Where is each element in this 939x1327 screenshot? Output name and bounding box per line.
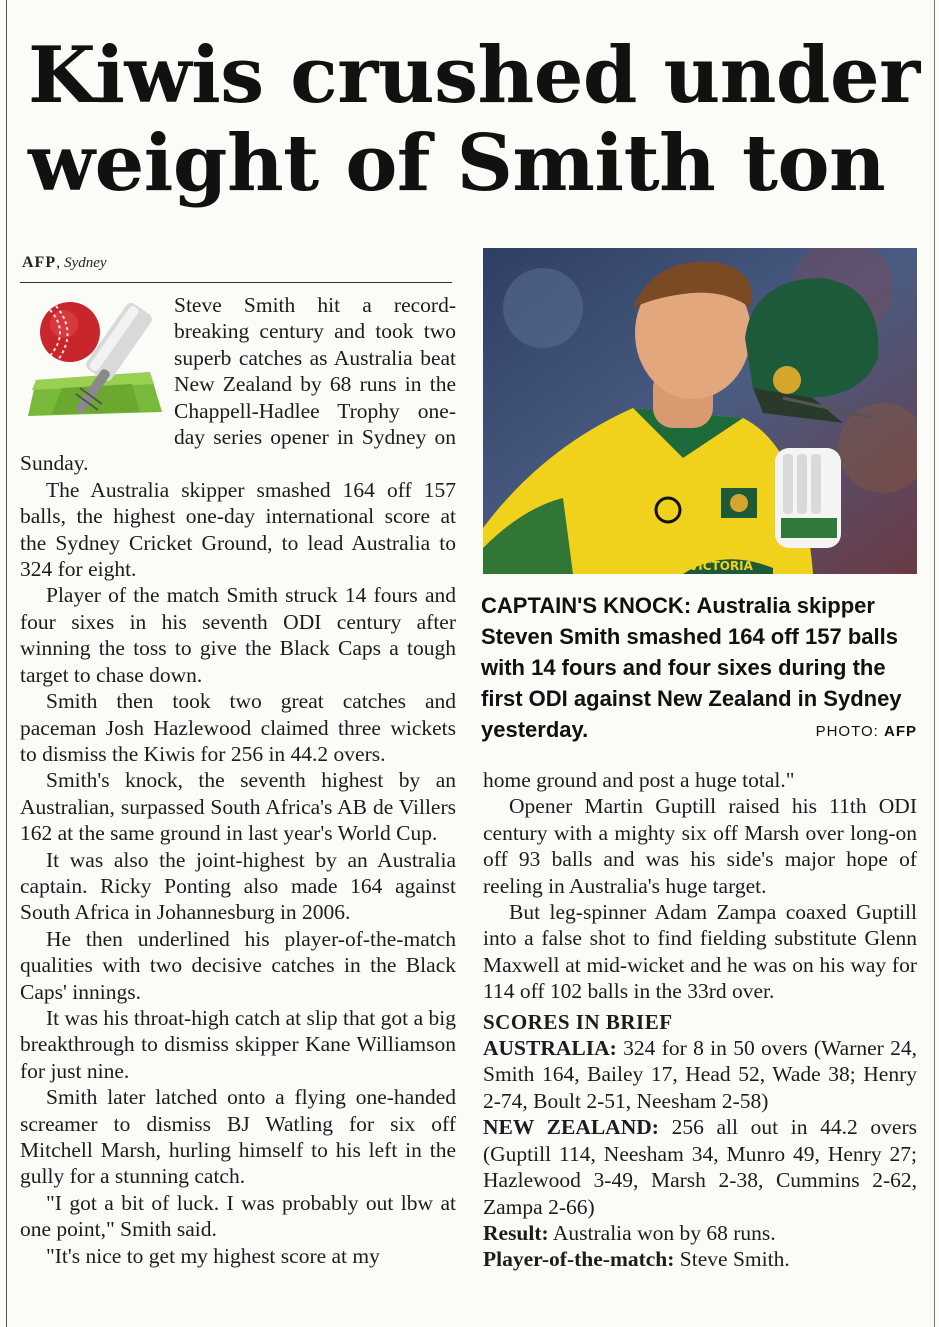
score-australia-label: AUSTRALIA: (483, 1036, 617, 1061)
headline-line-1: Kiwis crushed under (28, 30, 920, 121)
article-paragraph: It was his throat-high catch at slip that got a big breakthrough to dismiss skipper Kane Williamson for just nine. (20, 1005, 456, 1083)
dateline-divider (20, 282, 452, 283)
headline (28, 32, 928, 208)
score-player-of-match (483, 1246, 917, 1272)
article-left-column (20, 292, 456, 1269)
dateline: AFP, Sydney (22, 254, 107, 271)
score-australia (483, 1035, 917, 1114)
score-nz-text: 256 all out in 44.2 overs (Guptill 114, Neesham 34, Munro 49, Henry 27; Hazlewood 3-49, Marsh 2-38, Cummins 2-62, Zampa 2-66) (483, 1115, 917, 1219)
article-right-column (483, 767, 917, 1273)
article-paragraph: Steve Smith hit a record-breaking century and took two superb catches as Australia beat New Zealand by 68 runs in the Chappell-Hadlee Trophy one-day series opener in Sydney on Sunday. (20, 293, 456, 476)
dateline-place: Sydney (64, 255, 107, 271)
dateline-agency: AFP (22, 254, 57, 271)
score-australia-text: 324 for 8 in 50 overs (Warner 24, Smith 164, Bailey 17, Head 52, Wade 38; Henry 2-74, Boult 2-51, Neesham 2-58) (483, 1036, 918, 1113)
potm-text: Steve Smith. (679, 1247, 790, 1272)
credit-source: AFP (884, 723, 917, 740)
result-label: Result: (483, 1220, 549, 1245)
article-paragraph: "I got a bit of luck. I was probably out lbw at one point," Smith said. (20, 1190, 456, 1242)
shirt-sponsor-text: VICTORIA (689, 559, 753, 573)
article-paragraph: Smith then took two great catches and paceman Josh Hazlewood claimed three wickets to dismiss the Kiwis for 256 in 44.2 overs. (20, 689, 456, 766)
article-paragraph: The Australia skipper smashed 164 off 157 balls, the highest one-day international score at the Sydney Cricket Ground, to lead Australia to 324 for eight. (20, 477, 456, 582)
score-nz-label: NEW ZEALAND: (483, 1115, 659, 1140)
article-paragraph: Smith later latched onto a flying one-handed screamer to dismiss BJ Watling for six off Mitchell Marsh, hurling himself to his left in the gully for a stunning catch. (20, 1085, 456, 1189)
article-paragraph: Smith's knock, the seventh highest by an Australian, surpassed South Africa's AB de Villers 162 at the same ground in last year's World Cup. (20, 768, 456, 846)
score-result (483, 1220, 917, 1246)
photo-caption (481, 590, 919, 745)
result-text: Australia won by 68 runs. (552, 1220, 776, 1245)
score-new-zealand (483, 1114, 917, 1220)
page-border-left (6, 0, 7, 1327)
headline-line-2: weight of Smith ton (28, 118, 886, 209)
caption-text: CAPTAIN'S KNOCK: Australia skipper Steven Smith smashed 164 off 157 balls with 14 fours and four sixes during the first ODI against New Zealand in Sydney yesterday. (481, 593, 902, 742)
article-paragraph: Player of the match Smith struck 14 fours and four sixes in his seventh ODI century after winning the toss to give the Black Caps a tough target to chase down. (20, 583, 456, 687)
article-paragraph: "It's nice to get my highest score at my (46, 1243, 380, 1268)
photo-steve-smith (483, 248, 917, 574)
article-paragraph: But leg-spinner Adam Zampa coaxed Guptill into a false shot to find fielding substitute Glenn Maxwell at mid-wicket and he was on his way for 114 off 102 balls in the 33rd over. (483, 900, 917, 1004)
scores-in-brief (483, 1035, 917, 1273)
potm-label: Player-of-the-match: (483, 1247, 675, 1272)
page-border-right (934, 0, 935, 1327)
logo-wrap-space (20, 292, 174, 450)
article-paragraph: It was also the joint-highest by an Australia captain. Ricky Ponting also made 164 against South Africa in Johannesburg in 2006. (20, 847, 456, 925)
scores-heading: SCORES IN BRIEF (483, 1009, 673, 1034)
credit-label: PHOTO: (815, 723, 879, 740)
article-paragraph: home ground and post a huge total." (483, 768, 795, 792)
article-paragraph: He then underlined his player-of-the-match qualities with two decisive catches in the Black Caps' innings. (20, 926, 456, 1004)
photo-credit (816, 723, 917, 741)
article-paragraph: Opener Martin Guptill raised his 11th ODI century with a mighty six off Marsh over long-on off 93 balls and was his side's major hope of reeling in Australia's huge target. (483, 794, 917, 898)
